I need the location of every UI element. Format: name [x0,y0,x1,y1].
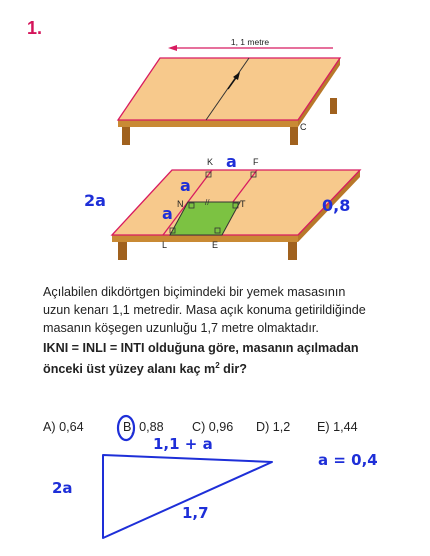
point-t-label: T [240,199,246,209]
question-bold-line-1: IKNI = INLI = INTI olduğuna göre, masanın açılmadan [43,341,359,355]
point-e-label: E [212,240,219,250]
handwritten-a-left-1: a [180,176,191,195]
point-n-label: N [177,199,184,209]
handwritten-hypotenuse: 1,7 [182,504,209,522]
top-length-label: 1, 1 metre [230,37,270,47]
question-bold-prefix: önceki üst yüzey alanı kaç m [43,362,216,377]
point-k-label: K [207,157,214,167]
handwritten-top-side: 1,1 + a [153,435,213,453]
handwritten-triangle [103,455,272,538]
tick-mark: // [205,198,210,207]
question-superscript: 2 [215,361,220,370]
handwritten-a-top: a [226,152,237,171]
handwritten-0-8: 0,8 [322,196,351,215]
handwritten-2a: 2a [84,191,106,210]
option-c[interactable]: C) 0,96 [192,420,234,434]
answer-circle [118,416,134,440]
corner-label-c: C [300,122,307,132]
handwritten-answer: a = 0,4 [318,451,378,469]
handwritten-a-left-2: a [162,204,173,223]
option-a[interactable]: A) 0,64 [43,420,84,434]
option-d[interactable]: D) 1,2 [256,420,291,434]
question-number: 1. [27,18,43,38]
option-b[interactable]: B) 0,88 [123,420,164,434]
handwritten-left-side: 2a [52,479,73,497]
question-line-3: masanın köşegen uzunluğu 1,7 metre olmaktadır. [43,321,319,335]
question-line-1: Açılabilen dikdörtgen biçimindeki bir yemek masasının [43,285,346,299]
option-e[interactable]: E) 1,44 [317,420,358,434]
question-bold-suffix: dir? [219,362,247,377]
point-f-label: F [253,157,259,167]
point-l-label: L [162,240,168,250]
question-line-2: uzun kenarı 1,1 metredir. Masa açık konuma getirildiğinde [43,303,366,317]
